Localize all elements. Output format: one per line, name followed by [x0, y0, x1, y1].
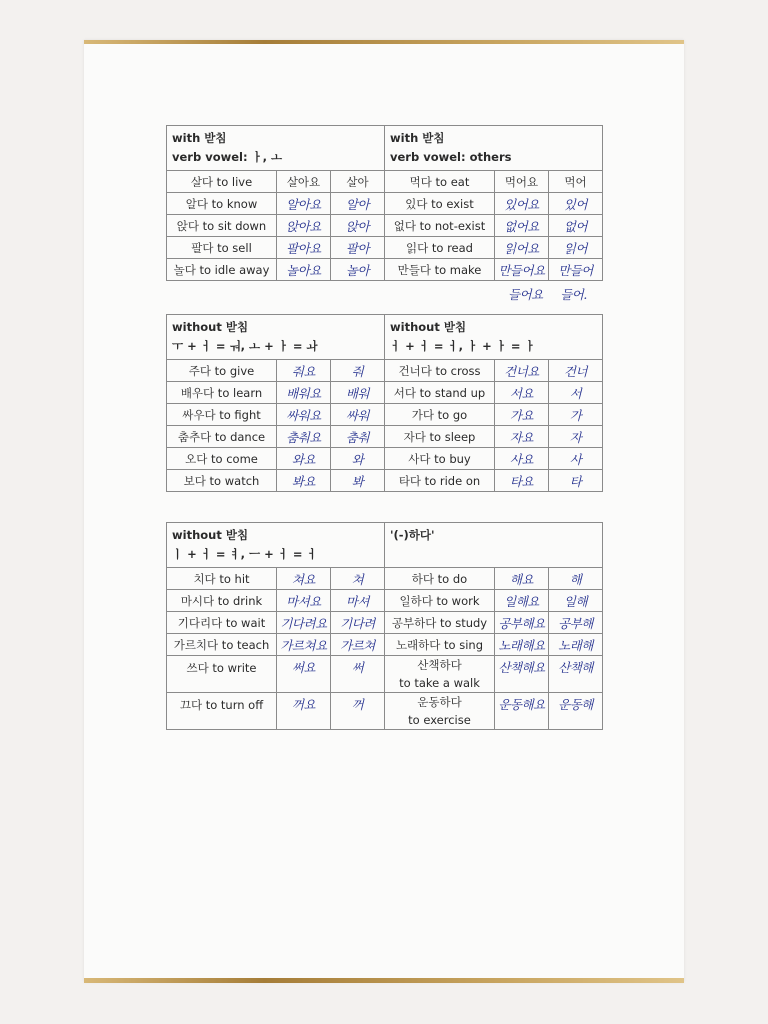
table-header-right: [385, 126, 603, 171]
verb-english: to exercise: [408, 713, 471, 727]
handwritten-polite-form: 앉아요: [277, 215, 331, 237]
table-row: [167, 634, 603, 656]
handwritten-polite-form: 없어요: [495, 215, 549, 237]
verb-cell: 타다 to ride on: [385, 470, 495, 492]
verb-cell: 가르치다 to teach: [167, 634, 277, 656]
paper-bottom-edge: [84, 978, 684, 983]
verb-cell: 끄다 to turn off: [167, 693, 277, 730]
verb-cell: 보다 to watch: [167, 470, 277, 492]
handwritten-polite-form: 공부해요: [495, 612, 549, 634]
verb-cell: 알다 to know: [167, 193, 277, 215]
handwritten-casual-form: 마셔: [331, 590, 385, 612]
verb-cell: 싸우다 to fight: [167, 404, 277, 426]
table-row: [167, 237, 603, 259]
header-title: without 받침: [172, 528, 249, 542]
handwritten-polite-form: 있어요: [495, 193, 549, 215]
margin-note-casual: 들어.: [560, 287, 587, 302]
handwritten-polite-form: 만들어요: [495, 259, 549, 281]
handwritten-casual-form: 가: [549, 404, 603, 426]
verb-cell: 없다 to not-exist: [385, 215, 495, 237]
header-subtitle: ㅜ + ㅓ = ㅝ, ㅗ + ㅏ = ㅘ: [172, 339, 318, 353]
handwritten-casual-form: 있어: [549, 193, 603, 215]
handwritten-polite-form: 일해요: [495, 590, 549, 612]
handwritten-polite-form: 싸워요: [277, 404, 331, 426]
table-row: [167, 171, 603, 193]
verb-cell: 만들다 to make: [385, 259, 495, 281]
table-row: [167, 259, 603, 281]
handwritten-casual-form: 가르쳐: [331, 634, 385, 656]
verb-cell: 기다리다 to wait: [167, 612, 277, 634]
handwritten-polite-form: 사요: [495, 448, 549, 470]
table-row: [167, 193, 603, 215]
handwritten-casual-form: 읽어: [549, 237, 603, 259]
header-title: with 받침: [172, 131, 227, 145]
handwritten-polite-form: 가르쳐요: [277, 634, 331, 656]
verb-cell: 주다 to give: [167, 360, 277, 382]
handwritten-polite-form: 봐요: [277, 470, 331, 492]
table-row: [167, 360, 603, 382]
handwritten-casual-form: 만들어: [549, 259, 603, 281]
handwritten-polite-form: 줘요: [277, 360, 331, 382]
verb-cell: 자다 to sleep: [385, 426, 495, 448]
handwritten-polite-form: 가요: [495, 404, 549, 426]
verb-cell: 가다 to go: [385, 404, 495, 426]
handwritten-casual-form: 타: [549, 470, 603, 492]
casual-form-cell: 먹어: [549, 171, 603, 193]
table-header-left: [167, 315, 385, 360]
handwritten-polite-form: 읽어요: [495, 237, 549, 259]
verb-korean: 산책하다: [417, 658, 462, 672]
verb-cell: 읽다 to read: [385, 237, 495, 259]
handwritten-polite-form: 노래해요: [495, 634, 549, 656]
handwritten-casual-form: 알아: [331, 193, 385, 215]
header-subtitle: ㅣ + ㅓ = ㅕ, ㅡ + ㅓ = ㅓ: [172, 547, 318, 561]
handwritten-polite-form: 춤춰요: [277, 426, 331, 448]
table-row: [167, 448, 603, 470]
handwritten-polite-form: 산책해요: [495, 656, 549, 693]
handwritten-polite-form: 마셔요: [277, 590, 331, 612]
verb-cell: 놀다 to idle away: [167, 259, 277, 281]
verb-cell: [385, 693, 495, 730]
handwritten-casual-form: 팔아: [331, 237, 385, 259]
header-title: without 받침: [390, 320, 467, 334]
table-row: [167, 568, 603, 590]
verb-cell: 일하다 to work: [385, 590, 495, 612]
verb-cell: 쓰다 to write: [167, 656, 277, 693]
handwritten-casual-form: 꺼: [331, 693, 385, 730]
handwritten-casual-form: 앉아: [331, 215, 385, 237]
handwritten-casual-form: 와: [331, 448, 385, 470]
handwritten-casual-form: 해: [549, 568, 603, 590]
handwritten-casual-form: 일해: [549, 590, 603, 612]
verb-cell: 있다 to exist: [385, 193, 495, 215]
handwritten-polite-form: 타요: [495, 470, 549, 492]
polite-form-cell: 먹어요: [495, 171, 549, 193]
header-title: with 받침: [390, 131, 445, 145]
verb-korean: 운동하다: [417, 695, 462, 709]
margin-note-polite: 들어요: [508, 287, 543, 302]
casual-form-cell: 살아: [331, 171, 385, 193]
verb-cell: 먹다 to eat: [385, 171, 495, 193]
handwritten-casual-form: 봐: [331, 470, 385, 492]
verb-cell: 춤추다 to dance: [167, 426, 277, 448]
handwritten-casual-form: 사: [549, 448, 603, 470]
handwritten-casual-form: 줘: [331, 360, 385, 382]
conjugation-table-without-batchim: [166, 314, 603, 492]
verb-cell: 서다 to stand up: [385, 382, 495, 404]
table-row: [167, 470, 603, 492]
handwritten-casual-form: 싸워: [331, 404, 385, 426]
handwritten-casual-form: 자: [549, 426, 603, 448]
verb-cell: [385, 656, 495, 693]
verb-cell: 오다 to come: [167, 448, 277, 470]
table-row: [167, 426, 603, 448]
table-row: [167, 656, 603, 693]
table-row: [167, 590, 603, 612]
verb-cell: 배우다 to learn: [167, 382, 277, 404]
table-header-left: [167, 126, 385, 171]
handwritten-casual-form: 기다려: [331, 612, 385, 634]
table-row: [167, 612, 603, 634]
verb-cell: 노래하다 to sing: [385, 634, 495, 656]
table-row: [167, 404, 603, 426]
handwritten-polite-form: 와요: [277, 448, 331, 470]
handwritten-casual-form: 춤춰: [331, 426, 385, 448]
conjugation-table-with-batchim: [166, 125, 603, 281]
handwritten-margin-note: [508, 285, 601, 303]
header-subtitle: ㅓ + ㅓ = ㅓ, ㅏ + ㅏ = ㅏ: [390, 339, 536, 353]
handwritten-polite-form: 알아요: [277, 193, 331, 215]
table-header-right: [385, 523, 603, 568]
verb-cell: 살다 to live: [167, 171, 277, 193]
paper-top-edge: [84, 40, 684, 44]
handwritten-casual-form: 배워: [331, 382, 385, 404]
conjugation-table-without-batchim-and-hada: [166, 522, 603, 730]
handwritten-polite-form: 서요: [495, 382, 549, 404]
table-row: [167, 693, 603, 730]
handwritten-polite-form: 건너요: [495, 360, 549, 382]
table-header-right: [385, 315, 603, 360]
handwritten-casual-form: 서: [549, 382, 603, 404]
handwritten-casual-form: 공부해: [549, 612, 603, 634]
handwritten-polite-form: 팔아요: [277, 237, 331, 259]
handwritten-casual-form: 운동해: [549, 693, 603, 730]
verb-english: to take a walk: [399, 676, 480, 690]
handwritten-casual-form: 없어: [549, 215, 603, 237]
handwritten-polite-form: 쳐요: [277, 568, 331, 590]
handwritten-polite-form: 기다려요: [277, 612, 331, 634]
verb-cell: 건너다 to cross: [385, 360, 495, 382]
handwritten-casual-form: 쳐: [331, 568, 385, 590]
handwritten-polite-form: 해요: [495, 568, 549, 590]
handwritten-casual-form: 산책해: [549, 656, 603, 693]
handwritten-polite-form: 꺼요: [277, 693, 331, 730]
handwritten-casual-form: 놀아: [331, 259, 385, 281]
table-row: [167, 382, 603, 404]
header-subtitle: verb vowel: ㅏ, ㅗ: [172, 150, 283, 164]
header-title: '(-)하다': [390, 528, 435, 542]
handwritten-casual-form: 써: [331, 656, 385, 693]
handwritten-polite-form: 놀아요: [277, 259, 331, 281]
handwritten-polite-form: 배워요: [277, 382, 331, 404]
verb-cell: 사다 to buy: [385, 448, 495, 470]
table-header-left: [167, 523, 385, 568]
verb-cell: 치다 to hit: [167, 568, 277, 590]
handwritten-polite-form: 자요: [495, 426, 549, 448]
verb-cell: 공부하다 to study: [385, 612, 495, 634]
header-title: without 받침: [172, 320, 249, 334]
handwritten-polite-form: 써요: [277, 656, 331, 693]
verb-cell: 마시다 to drink: [167, 590, 277, 612]
polite-form-cell: 살아요: [277, 171, 331, 193]
verb-cell: 하다 to do: [385, 568, 495, 590]
handwritten-polite-form: 운동해요: [495, 693, 549, 730]
table-row: [167, 215, 603, 237]
header-subtitle: verb vowel: others: [390, 150, 512, 164]
verb-cell: 앉다 to sit down: [167, 215, 277, 237]
verb-cell: 팔다 to sell: [167, 237, 277, 259]
handwritten-casual-form: 건너: [549, 360, 603, 382]
handwritten-casual-form: 노래해: [549, 634, 603, 656]
